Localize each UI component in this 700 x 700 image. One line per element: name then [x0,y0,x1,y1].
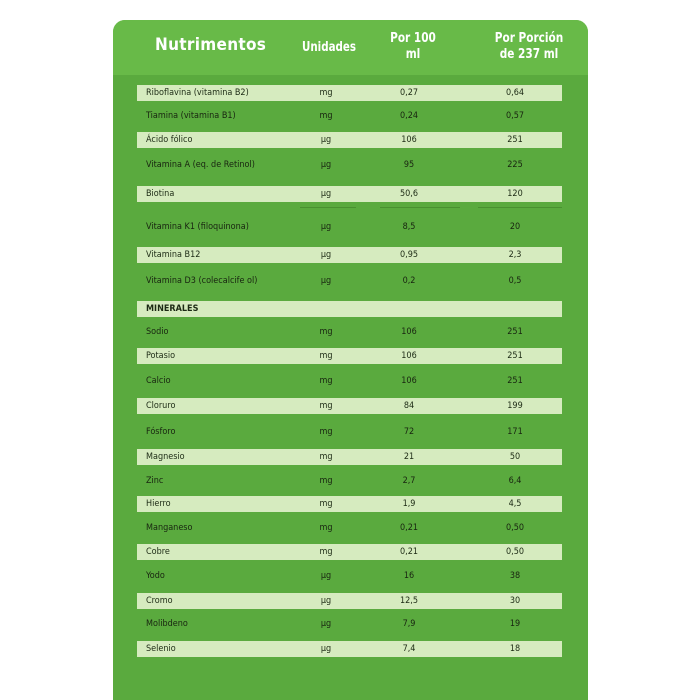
section-header-row [137,301,562,317]
per-100ml-value: 21 [403,452,415,462]
unit-cell: mg [319,427,333,437]
table-row [137,132,562,148]
header-nutrimentos: Nutrimentos [155,35,267,55]
table-row [137,424,562,440]
nutrient-name: Fósforo [146,427,176,437]
nutrient-name: Calcio [146,376,171,386]
per-100ml-value: 95 [403,160,415,170]
per-100ml-value: 84 [403,401,415,411]
per-portion-value: 251 [507,376,523,386]
table-row [137,348,562,364]
unit-cell: mg [319,476,333,486]
per-portion-value: 251 [507,135,523,145]
nutrient-name: Ácido fólico [146,135,193,145]
per-100ml-value: 72 [403,427,415,437]
nutrient-name: Riboflavina (vitamina B2) [146,88,249,98]
header-por-porcion: Por Porción de 237 ml [494,31,564,62]
per-portion-value: 18 [509,644,521,654]
per-100ml-value: 0,27 [399,88,419,98]
table-row [137,186,562,202]
per-portion-value: 6,4 [508,476,522,486]
per-100ml-value: 2,7 [402,476,416,486]
per-portion-value: 30 [509,596,521,606]
header-unidades: Unidades [301,40,357,55]
table-row [137,247,562,263]
nutrient-name: Cloruro [146,401,176,411]
per-100ml-value: 0,95 [399,250,419,260]
per-portion-value: 225 [507,160,523,170]
table-row [137,544,562,560]
unit-cell: µg [320,250,332,260]
table-row [137,520,562,536]
nutrition-table-panel [113,20,588,700]
per-portion-value: 251 [507,327,523,337]
unit-cell: mg [319,111,333,121]
table-row [137,496,562,512]
nutrient-name: Magnesio [146,452,185,462]
table-row [137,324,562,340]
unit-cell: µg [320,160,332,170]
unit-cell: mg [319,327,333,337]
per-portion-value: 0,5 [508,276,522,286]
per-portion-value: 2,3 [508,250,522,260]
per-portion-value: 199 [507,401,523,411]
unit-cell: µg [320,571,332,581]
unit-cell: µg [320,276,332,286]
table-row [137,398,562,414]
unit-cell: µg [320,619,332,629]
nutrient-name: Potasio [146,351,176,361]
column-divider [380,207,460,208]
table-row [137,593,562,609]
unit-cell: mg [319,499,333,509]
nutrient-name: Vitamina K1 (filoquinona) [146,222,249,232]
per-100ml-value: 12,5 [399,596,419,606]
nutrient-name: Vitamina B12 [146,250,201,260]
per-portion-value: 0,50 [505,523,525,533]
per-portion-value: 50 [509,452,521,462]
nutrient-name: Cobre [146,547,170,557]
unit-cell: mg [319,523,333,533]
table-row [137,219,562,235]
unit-cell: µg [320,644,332,654]
nutrient-name: Molibdeno [146,619,188,629]
per-100ml-value: 0,24 [399,111,419,121]
per-portion-value: 0,57 [505,111,525,121]
per-100ml-value: 0,21 [399,547,419,557]
per-100ml-value: 7,4 [402,644,416,654]
unit-cell: mg [319,376,333,386]
per-portion-value: 4,5 [508,499,522,509]
nutrient-name: MINERALES [146,304,199,314]
per-100ml-value: 8,5 [402,222,416,232]
unit-cell: mg [319,452,333,462]
per-portion-value: 120 [507,189,523,199]
table-row [137,273,562,289]
nutrient-name: Yodo [146,571,165,581]
nutrient-name: Cromo [146,596,173,606]
nutrient-name: Vitamina A (eq. de Retinol) [146,160,255,170]
per-100ml-value: 16 [403,571,415,581]
table-row [137,157,562,173]
nutrient-name: Biotina [146,189,175,199]
nutrient-name: Vitamina D3 (colecalcife ol) [146,276,258,286]
nutrient-name: Zinc [146,476,164,486]
unit-cell: mg [319,547,333,557]
table-row [137,449,562,465]
unit-cell: µg [320,189,332,199]
per-portion-value: 20 [509,222,521,232]
column-divider [300,207,356,208]
per-100ml-value: 0,2 [402,276,416,286]
nutrient-name: Tiamina (vitamina B1) [146,111,236,121]
table-row [137,108,562,124]
nutrient-name: Hierro [146,499,171,509]
per-100ml-value: 1,9 [402,499,416,509]
per-100ml-value: 7,9 [402,619,416,629]
unit-cell: mg [319,401,333,411]
nutrient-name: Selenio [146,644,176,654]
unit-cell: mg [319,88,333,98]
per-100ml-value: 106 [401,376,417,386]
per-portion-value: 251 [507,351,523,361]
table-row [137,641,562,657]
per-100ml-value: 106 [401,327,417,337]
per-portion-value: 19 [509,619,521,629]
table-row [137,85,562,101]
table-row [137,373,562,389]
per-portion-value: 0,64 [505,88,525,98]
unit-cell: mg [319,351,333,361]
table-row [137,616,562,632]
per-portion-value: 0,50 [505,547,525,557]
table-row [137,568,562,584]
unit-cell: µg [320,135,332,145]
unit-cell: µg [320,596,332,606]
table-header [113,20,588,75]
per-100ml-value: 50,6 [399,189,419,199]
per-100ml-value: 106 [401,351,417,361]
per-100ml-value: 0,21 [399,523,419,533]
unit-cell: µg [320,222,332,232]
nutrient-name: Sodio [146,327,169,337]
per-100ml-value: 106 [401,135,417,145]
column-divider [478,207,562,208]
table-row [137,473,562,489]
nutrient-name: Manganeso [146,523,193,533]
header-por-100-ml: Por 100 ml [390,31,436,62]
per-portion-value: 38 [509,571,521,581]
per-portion-value: 171 [507,427,523,437]
